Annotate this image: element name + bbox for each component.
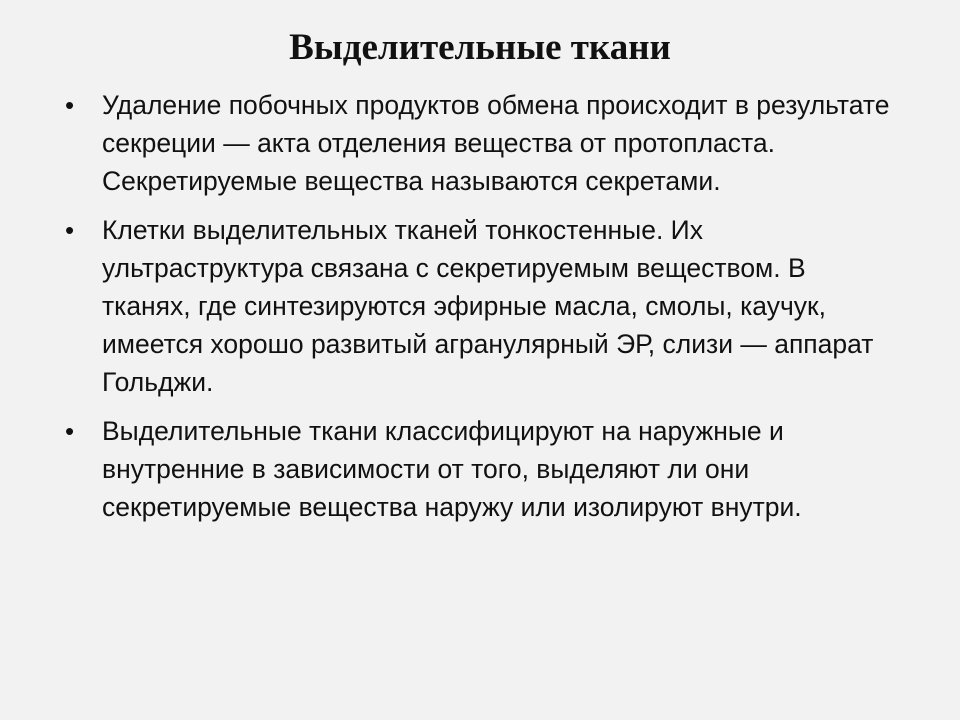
- bullet-list: [65, 86, 900, 537]
- bullet-item: [65, 86, 900, 200]
- bullet-text: Выделительные ткани классифицируют на наружные и внутренние в зависимости от того, выделяют ли они секретируемые вещества наружу или изолируют внутри.: [102, 416, 802, 522]
- bullet-text: Удаление побочных продуктов обмена происходит в результате секреции — акта отделения вещества от протопласта. Секретируемые вещества называются секретами.: [102, 90, 890, 196]
- bullet-dot-icon: •: [65, 215, 75, 245]
- bullet-item: [65, 211, 900, 401]
- bullet-item: [65, 412, 900, 526]
- bullet-dot-icon: •: [65, 416, 75, 446]
- slide-title: Выделительные ткани: [289, 27, 671, 68]
- bullet-dot-icon: •: [65, 90, 75, 120]
- bullet-text: Клетки выделительных тканей тонкостенные. Их ультраструктура связана с секретируемым веществом. В тканях, где синтезируются эфирные масла, смолы, каучук, имеется хорошо развитый агранулярный ЭР, слизи — аппарат Гольджи.: [102, 215, 874, 397]
